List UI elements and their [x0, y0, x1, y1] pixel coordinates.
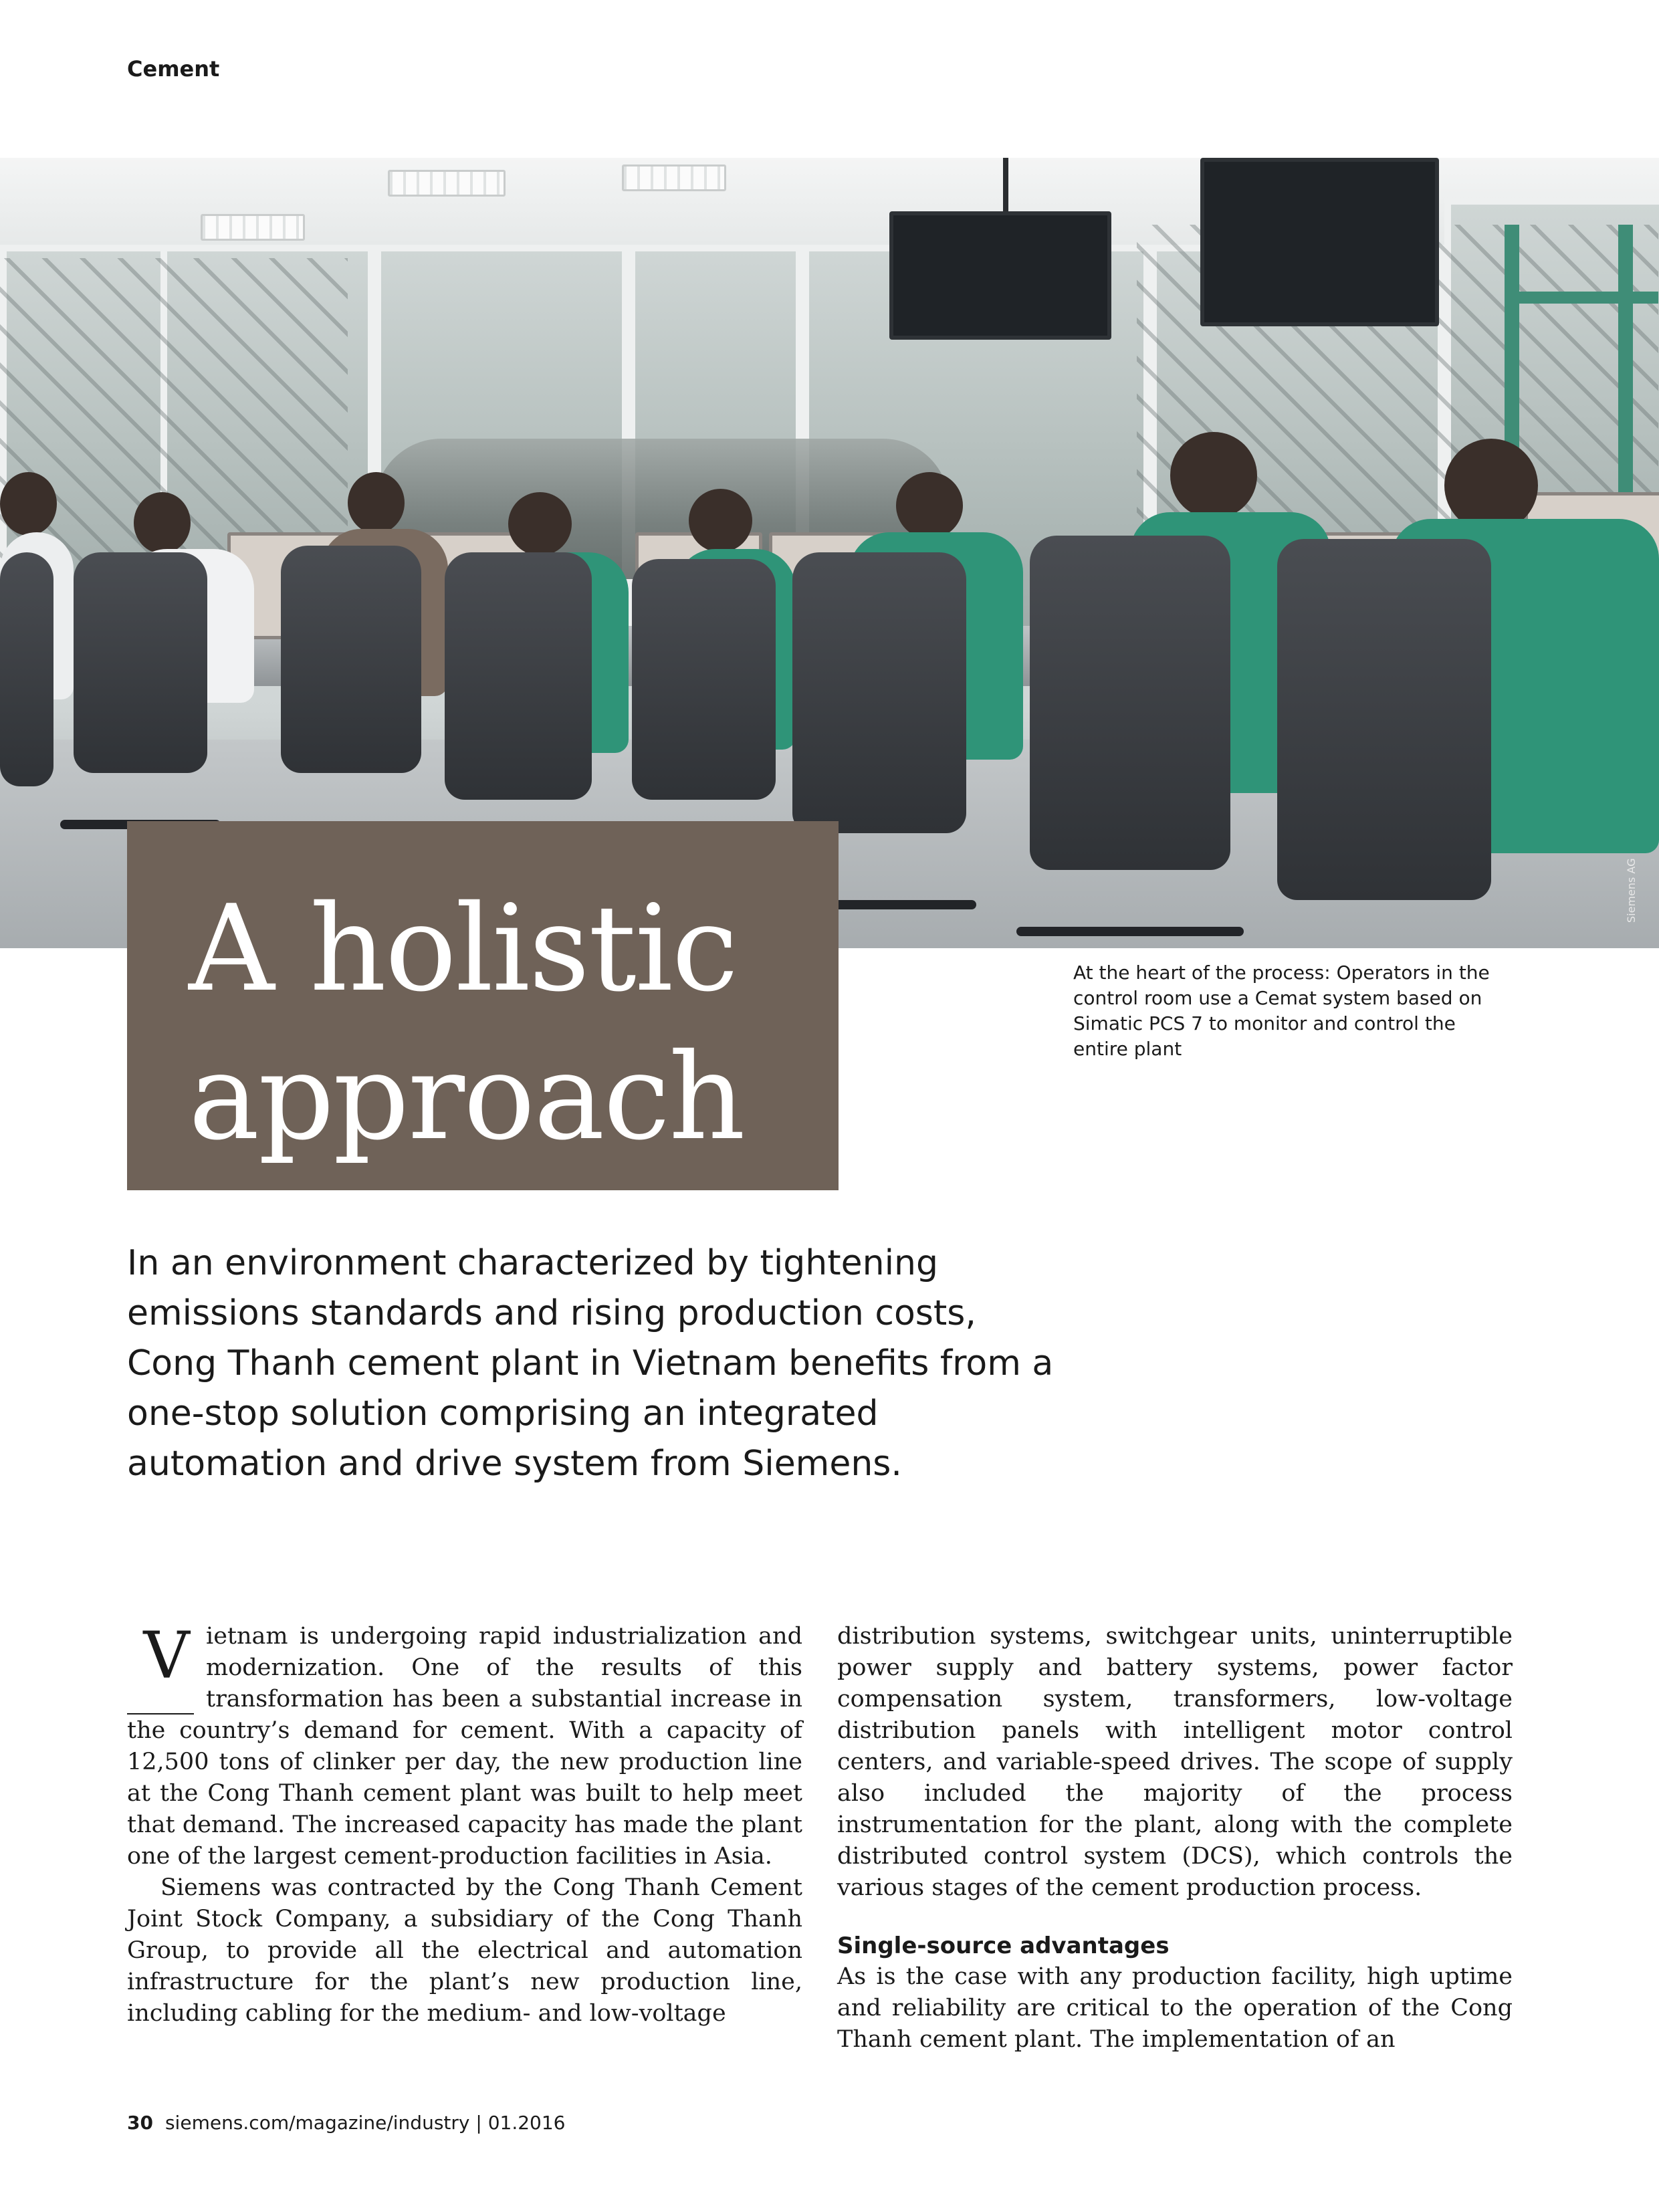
body-paragraph-text: ietnam is undergoing rapid industrialization and modernization. One of the results of this transformation has been a substantial increase in the country’s demand for cement. With a capacity of 12,500 tons of clinker per day, the new production line at the Cong Thanh cement plant was built to help meet that demand. The increased capacity has made the plant one of the largest cement-production facilities in Asia.: [127, 1623, 802, 1870]
photo-operator-head: [348, 472, 405, 534]
photo-ceiling-light: [388, 170, 506, 197]
drop-cap: [127, 1618, 206, 1708]
body-paragraph: Siemens was contracted by the Cong Thanh Cement Joint Stock Company, a subsidiary of the Cong Thanh Group, to provide all the electrical and automation infrastructure for the plant’s new production line, including cabling for the medium- and low-voltage: [127, 1874, 802, 2027]
photo-office-chair: [792, 552, 966, 833]
body-paragraph: [127, 1618, 802, 1872]
photo-operator-head: [689, 489, 752, 552]
photo-office-chair: [632, 559, 776, 800]
photo-operator-head: [896, 472, 963, 539]
photo-office-chair: [281, 546, 421, 773]
body-paragraph: distribution systems, switchgear units, uninterruptible power supply and battery systems, power factor compensation system, transformers, low-voltage distribution panels with intelligent motor control centers, and variable-speed drives. The scope of supply also included the majority of the process instrumentation for the plant, along with the complete distributed control system (DCS), which controls the various stages of the cement production process.: [837, 1623, 1513, 1901]
photo-monitor-mount: [1003, 158, 1008, 211]
photo-office-chair: [1030, 536, 1230, 870]
footer-text: siemens.com/magazine/industry | 01.2016: [164, 2112, 566, 2134]
subheading: Single-source advantages: [837, 1932, 1170, 1959]
body-column-right: [837, 1621, 1513, 2056]
photo-operator-head: [1444, 439, 1538, 532]
page-number: 30: [127, 2112, 153, 2134]
photo-office-chair: [0, 552, 53, 786]
photo-operator-head: [1170, 432, 1257, 519]
body-column-left: [127, 1618, 802, 2029]
section-label: Cement: [127, 56, 220, 82]
page-footer: [127, 2112, 566, 2134]
article-title-line: A holistic: [189, 879, 738, 1018]
photo-wall-monitor: [1200, 158, 1439, 326]
photo-ceiling-light: [622, 164, 726, 191]
photo-caption: At the heart of the process: Operators in the control room use a Cemat system based on Simatic PCS 7 to monitor and control the entire plant: [1073, 962, 1490, 1060]
drop-cap-rule: [127, 1713, 194, 1715]
body-paragraph: As is the case with any production facility, high uptime and reliability are critical to the operation of the Cong Thanh cement plant. The implementation of an: [837, 1963, 1513, 2053]
photo-office-chair: [445, 552, 592, 800]
photo-office-chair: [1277, 539, 1491, 900]
article-title: [189, 875, 831, 1172]
photo-green-beam: [1505, 292, 1658, 304]
article-intro: In an environment characterized by tightening emissions standards and rising production costs, Cong Thanh cement plant in Vietnam benefits from a one-stop solution comprising an integrated automation and drive system from Siemens.: [127, 1243, 1054, 1484]
photo-wall-monitor: [889, 211, 1111, 340]
photo-office-chair: [74, 552, 207, 773]
photo-operator-head: [0, 472, 57, 536]
title-box: [127, 821, 839, 1190]
photo-credit: Siemens AG: [1625, 858, 1638, 923]
photo-operator-head: [134, 492, 191, 554]
photo-chair-base: [1016, 927, 1244, 936]
article-title-line: approach: [189, 1028, 744, 1166]
photo-ceiling-light: [201, 214, 305, 241]
drop-cap-letter: V: [143, 1618, 190, 1693]
photo-operator-head: [508, 492, 572, 556]
photo-green-beam: [1618, 225, 1633, 532]
